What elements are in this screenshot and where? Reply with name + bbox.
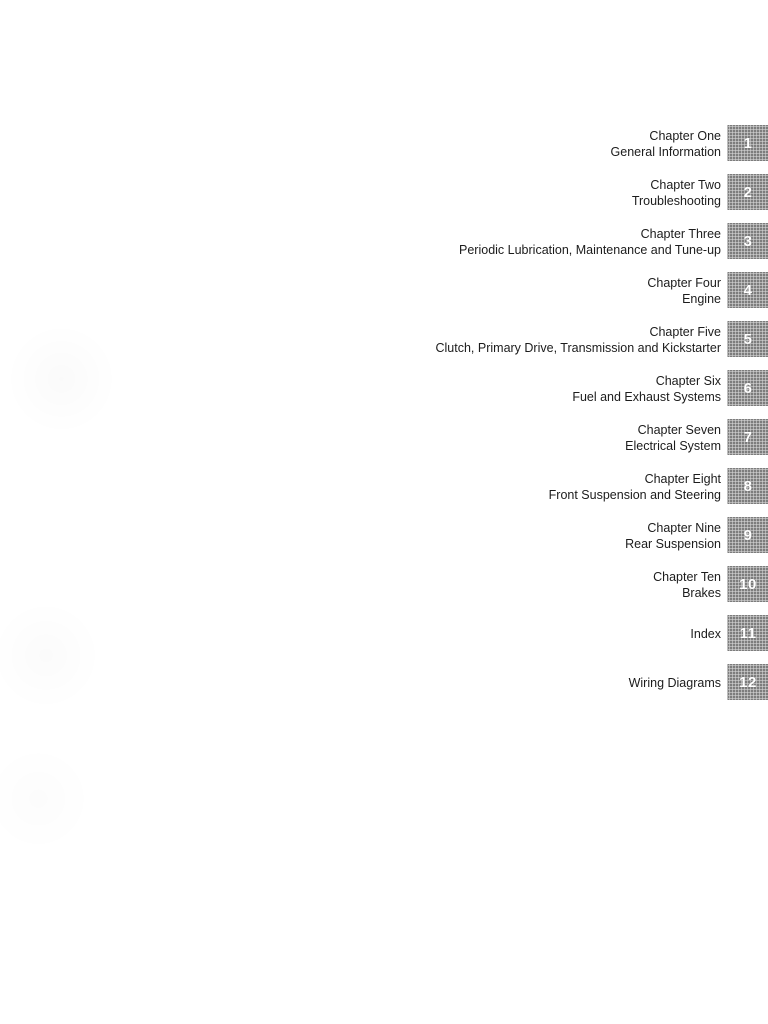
tab-number: 3 — [743, 232, 753, 250]
tab-number: 2 — [743, 183, 753, 201]
toc-entry-chapter-9[interactable] — [0, 517, 768, 555]
toc-entry-wiring-diagrams[interactable] — [0, 664, 768, 702]
chapter-tab-10[interactable] — [727, 566, 768, 602]
tab-number: 8 — [743, 477, 753, 495]
toc-entry-chapter-8[interactable] — [0, 468, 768, 506]
chapter-tab-4[interactable] — [727, 272, 768, 308]
chapter-label: Chapter Five — [649, 325, 721, 339]
chapter-tab-6[interactable] — [727, 370, 768, 406]
tab-number: 5 — [743, 330, 753, 348]
entry-text — [549, 468, 721, 506]
tab-number: 11 — [739, 624, 757, 642]
chapter-tab-8[interactable] — [727, 468, 768, 504]
tab-number: 12 — [739, 673, 757, 691]
toc-entry-chapter-10[interactable] — [0, 566, 768, 604]
chapter-title: Troubleshooting — [631, 194, 721, 208]
chapter-title: Wiring Diagrams — [628, 676, 721, 690]
entry-text — [625, 419, 721, 457]
chapter-tab-3[interactable] — [727, 223, 768, 259]
tab-number: 6 — [743, 379, 753, 397]
entry-text — [572, 370, 721, 408]
toc-entry-chapter-6[interactable] — [0, 370, 768, 408]
tab-number: 10 — [739, 575, 757, 593]
chapter-title: Fuel and Exhaust Systems — [572, 390, 721, 404]
chapter-label: Chapter Four — [647, 276, 721, 290]
chapter-label: Chapter Seven — [637, 423, 721, 437]
chapter-label: Chapter Nine — [647, 521, 721, 535]
chapter-label: Chapter Two — [650, 178, 721, 192]
toc-entry-chapter-2[interactable] — [0, 174, 768, 212]
chapter-title: Front Suspension and Steering — [548, 488, 721, 502]
chapter-title: Electrical System — [625, 439, 721, 453]
tab-number: 4 — [743, 281, 753, 299]
chapter-tab-7[interactable] — [727, 419, 768, 455]
entry-text — [625, 517, 721, 555]
entry-text — [632, 174, 721, 212]
chapter-tab-11[interactable] — [727, 615, 768, 651]
chapter-label: Chapter One — [649, 129, 721, 143]
chapter-tab-2[interactable] — [727, 174, 768, 210]
chapter-label: Chapter Three — [640, 227, 721, 241]
tab-number: 7 — [743, 428, 753, 446]
chapter-title: Index — [690, 627, 721, 641]
toc-entry-chapter-3[interactable] — [0, 223, 768, 261]
entry-text — [629, 664, 721, 702]
chapter-label: Chapter Eight — [644, 472, 721, 486]
chapter-title: Brakes — [682, 586, 721, 600]
chapter-label: Chapter Six — [655, 374, 721, 388]
chapter-title: Clutch, Primary Drive, Transmission and Kickstarter — [435, 341, 721, 355]
entry-text — [690, 615, 721, 653]
chapter-title: General Information — [610, 145, 721, 159]
entry-text — [459, 223, 721, 261]
chapter-title: Rear Suspension — [625, 537, 721, 551]
chapter-title: Engine — [682, 292, 721, 306]
chapter-tab-12[interactable] — [727, 664, 768, 700]
tab-number: 1 — [743, 134, 753, 152]
chapter-tab-1[interactable] — [727, 125, 768, 161]
toc-entry-index[interactable] — [0, 615, 768, 653]
entry-text — [653, 566, 721, 604]
toc-entry-chapter-5[interactable] — [0, 321, 768, 359]
toc-entry-chapter-4[interactable] — [0, 272, 768, 310]
chapter-title: Periodic Lubrication, Maintenance and Tune-up — [459, 243, 721, 257]
tab-number: 9 — [743, 526, 753, 544]
chapter-tab-5[interactable] — [727, 321, 768, 357]
entry-text — [436, 321, 722, 359]
entry-text — [611, 125, 721, 163]
toc-entry-chapter-7[interactable] — [0, 419, 768, 457]
toc-entry-chapter-1[interactable] — [0, 125, 768, 163]
chapter-tab-9[interactable] — [727, 517, 768, 553]
chapter-label: Chapter Ten — [653, 570, 721, 584]
entry-text — [647, 272, 721, 310]
